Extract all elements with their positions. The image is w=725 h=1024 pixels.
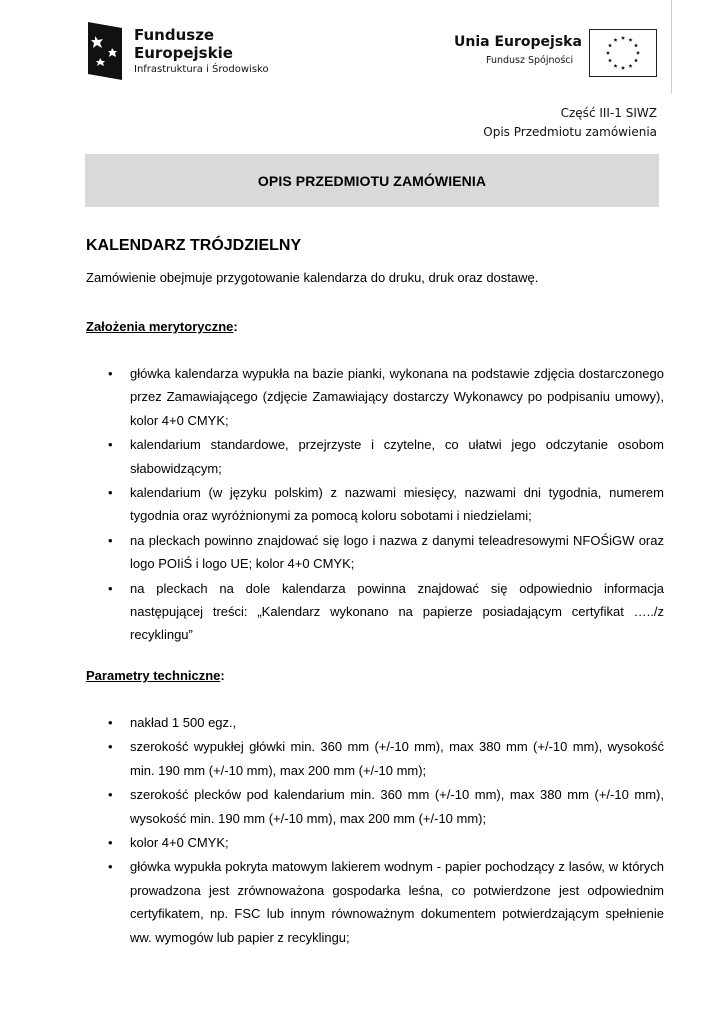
fe-logo-title-2: Europejskie bbox=[134, 44, 233, 62]
list-item bbox=[86, 481, 664, 528]
eu-star-icon bbox=[613, 64, 617, 68]
list-item bbox=[86, 855, 664, 949]
eu-star-icon bbox=[621, 66, 625, 70]
bullet-icon: • bbox=[108, 859, 113, 875]
section-title-colon: : bbox=[220, 668, 225, 683]
bullet-icon: • bbox=[108, 787, 113, 803]
list-item-text: główka wypukła pokryta matowym lakierem wodnym - papier pochodzący z lasów, w których prowadzona jest zrównoważona gospodarka leśna, co potwierdzone jest odpowiednim certyfikatem, np. FSC lub innym równoważnym dokumentem potwierdzającym spełnienie ww. wymogów lub papier z recyklingu; bbox=[130, 859, 664, 945]
section-title-text: Założenia merytoryczne bbox=[86, 319, 234, 334]
list-item bbox=[86, 831, 664, 854]
unia-europejska-logo bbox=[450, 28, 670, 88]
eu-star-icon bbox=[634, 58, 638, 62]
eu-star-icon bbox=[608, 58, 612, 62]
list-item bbox=[86, 735, 664, 782]
eu-flag-icon bbox=[589, 29, 657, 77]
list-item-text: główka kalendarza wypukła na bazie pianki, wykonana na podstawie zdjęcia dostarczonego przez Zamawiającego (zdjęcie Zamawiający dostarczy Wykonawcy po podpisaniu umowy), kolor 4+0 CMYK; bbox=[130, 366, 664, 428]
eu-star-icon bbox=[621, 36, 625, 40]
list-item bbox=[86, 577, 664, 647]
bullet-icon: • bbox=[108, 715, 113, 730]
document-meta bbox=[483, 104, 657, 142]
list-item-text: kolor 4+0 CMYK; bbox=[130, 835, 229, 851]
bullet-icon: • bbox=[108, 485, 113, 501]
list-item-text: szerokość wypukłej główki min. 360 mm (+/-10 mm), max 380 mm (+/-10 mm), wysokość min. 190 mm (+/-10 mm), max 200 mm (+/-10 mm); bbox=[130, 739, 664, 778]
eu-star-icon bbox=[634, 43, 638, 47]
title-banner bbox=[85, 154, 659, 207]
bullet-list-merytoryczne bbox=[86, 362, 664, 648]
eu-star-icon bbox=[636, 51, 640, 55]
list-item-text: nakład 1 500 egz., bbox=[130, 715, 237, 730]
list-item-text: na pleckach powinno znajdować się logo i nazwa z danymi teleadresowymi NFOŚiGW oraz logo POIiŚ i logo UE; kolor 4+0 CMYK; bbox=[130, 532, 664, 572]
document-part-label: Część III-1 SIWZ bbox=[560, 106, 657, 120]
bullet-icon: • bbox=[108, 366, 113, 381]
banner-title: OPIS PRZEDMIOTU ZAMÓWIENIA bbox=[257, 172, 487, 189]
list-item-text: kalendarium (w języku polskim) z nazwami miesięcy, nazwami dni tygodnia, numerem tygodnia oraz wyróżnionymi za pomocą koloru sobotami i niedzielami; bbox=[130, 485, 664, 524]
bullet-icon: • bbox=[108, 580, 113, 596]
bullet-icon: • bbox=[108, 437, 113, 453]
eu-star-icon bbox=[613, 38, 617, 42]
bullet-icon: • bbox=[108, 532, 113, 548]
section-title-text: Parametry techniczne bbox=[86, 668, 221, 683]
ue-logo-title: Unia Europejska bbox=[454, 34, 582, 50]
section-title-parametry bbox=[86, 668, 225, 683]
eu-star-icon bbox=[628, 64, 632, 68]
list-item bbox=[86, 529, 664, 576]
bullet-icon: • bbox=[108, 739, 113, 755]
bullet-icon: • bbox=[108, 835, 113, 851]
ue-logo-subtitle: Fundusz Spójności bbox=[486, 55, 574, 66]
fe-logo-subtitle: Infrastruktura i Środowisko bbox=[134, 64, 269, 75]
section-heading: KALENDARZ TRÓJDZIELNY bbox=[86, 237, 302, 254]
list-item bbox=[86, 783, 664, 830]
section-title-colon: : bbox=[233, 319, 238, 334]
fundusze-europejskie-wordmark bbox=[134, 26, 269, 77]
fundusze-europejskie-logo bbox=[88, 18, 288, 84]
list-item-text: kalendarium standardowe, przejrzyste i czytelne, co ułatwi jego odczytanie osobom słabowidzącym; bbox=[130, 437, 664, 476]
intro-paragraph: Zamówienie obejmuje przygotowanie kalendarza do druku, druk oraz dostawę. bbox=[86, 270, 539, 285]
list-item bbox=[86, 362, 664, 432]
eu-star-icon bbox=[628, 38, 632, 42]
bullet-list-parametry bbox=[86, 711, 664, 950]
eu-star-icon bbox=[608, 43, 612, 47]
list-item bbox=[86, 711, 664, 734]
fe-logo-title-1: Fundusze bbox=[134, 26, 215, 44]
document-subject-label: Opis Przedmiotu zamówienia bbox=[483, 125, 657, 139]
list-item-text: szerokość plecków pod kalendarium min. 360 mm (+/-10 mm), max 380 mm (+/-10 mm), wysokość min. 190 mm (+/-10 mm), max 200 mm (+/-10 mm); bbox=[130, 787, 664, 826]
fundusze-europejskie-emblem-icon bbox=[88, 22, 122, 80]
list-item-text: na pleckach na dole kalendarza powinna znajdować się odpowiednio informacja następującej treści: „Kalendarz wykonano na papierze posiadającym certyfikat …../z recyklingu” bbox=[130, 580, 664, 643]
list-item bbox=[86, 433, 664, 480]
header-divider bbox=[671, 0, 672, 94]
eu-star-icon bbox=[606, 51, 610, 55]
section-title-merytoryczne bbox=[86, 319, 238, 334]
